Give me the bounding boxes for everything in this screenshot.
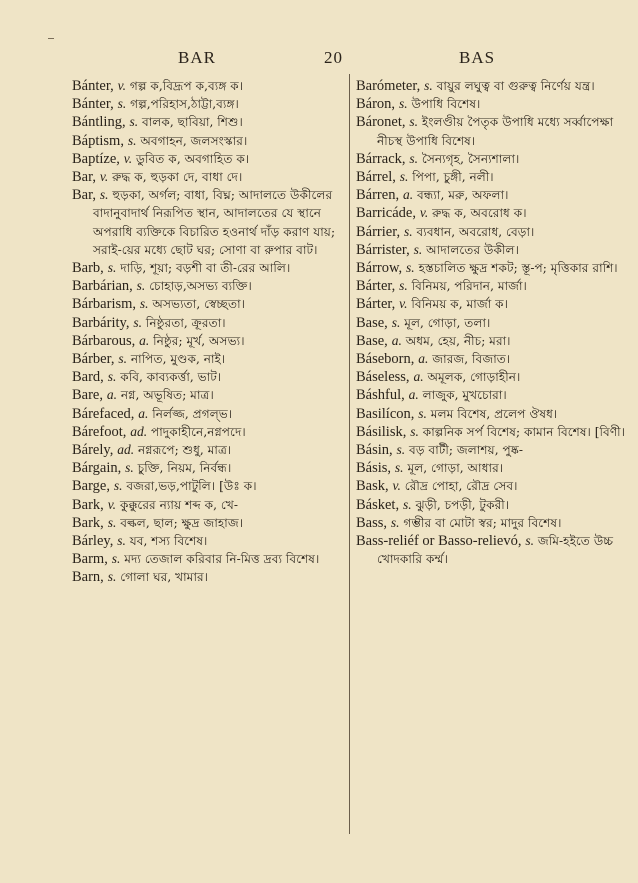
definition: নগ্ন, অভূষিত; মাত্র। <box>120 388 214 403</box>
part-of-speech: a. <box>106 387 117 403</box>
dictionary-entry <box>356 405 638 423</box>
part-of-speech: s. <box>391 314 401 330</box>
dictionary-entry <box>72 168 342 186</box>
definition: ঝুড়ী, চপড়ী, টুকরী। <box>415 497 510 512</box>
headword: Bask, <box>356 478 389 495</box>
dictionary-entry <box>356 477 638 495</box>
headword: Bárrister, <box>356 241 410 258</box>
definition: নাপিত, মুণ্ডক, নাই। <box>130 352 226 367</box>
headword: Bárgain, <box>72 460 122 477</box>
dictionary-entry <box>72 259 342 277</box>
part-of-speech: s. <box>409 114 419 130</box>
headword: Barb, <box>72 260 104 277</box>
part-of-speech: s. <box>107 514 117 530</box>
definition: বজরা,ভড়,পাটুলি। [উঃ ক। <box>126 479 257 494</box>
headword: Básis, <box>356 460 392 477</box>
headword: Básilisk, <box>356 423 407 440</box>
part-of-speech: v. <box>99 169 109 185</box>
definition: কুক্কুরের ন্যায় শব্দ ক, খে- <box>119 497 238 512</box>
right-column <box>356 77 638 568</box>
part-of-speech: s. <box>402 496 412 512</box>
headword: Bárren, <box>356 187 400 204</box>
part-of-speech: s. <box>107 369 117 385</box>
headword: Bárrack, <box>356 150 406 167</box>
part-of-speech: v. <box>117 78 126 93</box>
definition: বন্ধ্যা, মরু, অফলা। <box>416 188 509 203</box>
definition: গল্প,পরিহাস,ঠাট্টা,ব্যঙ্গ। <box>130 97 239 112</box>
part-of-speech: s. <box>107 569 117 585</box>
part-of-speech: a. <box>408 387 419 403</box>
definition: অবগাহন, জলসংস্কার। <box>140 133 248 148</box>
definition: বালক, ছাবিয়া, শিশু। <box>141 115 243 130</box>
definition: উপাধি বিশেষ। <box>411 97 481 112</box>
dictionary-entry <box>72 405 342 423</box>
dictionary-entry <box>72 423 342 441</box>
dictionary-entry <box>72 368 342 386</box>
part-of-speech: s. <box>418 405 427 421</box>
part-of-speech: a. <box>402 187 414 203</box>
headword: Bar, <box>72 169 96 186</box>
definition: বায়ুর লঘুত্ব বা গুরুত্ব নির্ণেয় যন্ত্র। <box>436 79 595 93</box>
part-of-speech: s. <box>390 514 400 530</box>
headword: Bárter, <box>356 296 396 313</box>
part-of-speech: v. <box>123 150 133 166</box>
definition: অধম, হেয়, নীচ; মরা। <box>405 333 511 348</box>
definition: গোলা ঘর, খামার। <box>120 570 209 585</box>
definition: বিনিময় ক, মার্জা ক। <box>411 297 509 312</box>
dictionary-entry <box>356 441 638 459</box>
definition: বল্কল, ছাল; ক্ষুদ্র জাহাজ। <box>120 515 244 530</box>
headword: Basilícon, <box>356 405 415 422</box>
definition: মূল, গোড়া, আধার। <box>407 461 504 476</box>
dictionary-entry <box>356 277 638 295</box>
dictionary-entry <box>356 168 638 186</box>
dictionary-entry <box>72 295 342 313</box>
part-of-speech: v. <box>392 478 401 494</box>
headword: Barbárity, <box>72 314 130 331</box>
dictionary-entry <box>72 314 342 332</box>
dictionary-entry <box>72 550 342 568</box>
page-number: 20 <box>324 48 343 67</box>
part-of-speech: s. <box>424 78 433 93</box>
headword: Barn, <box>72 569 104 586</box>
headword: Bass, <box>356 514 388 531</box>
headword: Baptíze, <box>72 150 120 167</box>
headword: Bar, <box>72 187 96 204</box>
headword: Bánter, <box>72 78 114 94</box>
part-of-speech: s. <box>399 278 408 294</box>
definition: বড় বাটী; জলাশয়, পুষ্ক- <box>409 443 524 458</box>
definition: সৈন্যগৃহ, সৈন্যশালা। <box>421 151 520 166</box>
dictionary-entry <box>356 186 638 204</box>
headword: Bánter, <box>72 96 114 113</box>
dictionary-entry <box>356 314 638 332</box>
headword: Base, <box>356 332 388 349</box>
definition: কাল্পনিক সর্প বিশেষ; কামান বিশেষ। [বিণী। <box>422 424 626 439</box>
dictionary-entry <box>72 77 342 95</box>
dictionary-entry <box>72 441 342 459</box>
dictionary-entry <box>356 350 638 368</box>
definition: পিপা, চুঙ্গী, নলী। <box>412 170 494 185</box>
column-divider <box>349 74 350 834</box>
headword: Bark, <box>72 514 104 531</box>
part-of-speech: a. <box>139 332 150 348</box>
definition: গল্প ক,বিদ্রূপ ক,ব্যঙ্গ ক। <box>129 79 244 93</box>
part-of-speech: s. <box>133 314 142 330</box>
headword: Bárter, <box>356 278 396 295</box>
dictionary-entry <box>356 295 638 313</box>
part-of-speech: s. <box>410 423 419 439</box>
dictionary-entry <box>356 496 638 514</box>
part-of-speech: s. <box>113 478 123 494</box>
part-of-speech: ad. <box>130 423 148 439</box>
headword: Báseborn, <box>356 351 415 368</box>
dictionary-entry <box>72 95 342 113</box>
dictionary-entry <box>72 277 342 295</box>
definition: অসভ্যতা, স্বেচ্ছতা। <box>152 297 246 312</box>
part-of-speech: s. <box>136 278 146 294</box>
headword: Báronet, <box>356 114 406 131</box>
headword: Barm, <box>72 551 108 568</box>
dictionary-entry <box>356 113 638 149</box>
headword: Bárrel, <box>356 169 396 186</box>
headword: Bárrow, <box>356 260 403 277</box>
definition: হস্তচালিত ক্ষুদ্র শকট; স্তূ-প; মৃত্তিকার রাশি। <box>418 261 618 276</box>
dictionary-entry <box>72 568 342 586</box>
part-of-speech: s. <box>409 150 419 166</box>
definition: রৌদ্র পোহা, রৌদ্র সেব। <box>404 479 518 494</box>
definition: অমূলক, গোড়াহীন। <box>427 370 521 385</box>
definition: মদ্য তেজাল করিবার নি-মিত্ত দ্রব্য বিশেষ। <box>124 552 320 567</box>
definition: নিষ্ঠুরতা, ক্রূরতা। <box>145 315 226 330</box>
part-of-speech: s. <box>118 351 128 367</box>
headword: Bárefaced, <box>72 405 135 422</box>
dictionary-entry <box>356 204 638 222</box>
definition: মলম বিশেষ, প্রলেপ ঔষধ। <box>430 406 558 421</box>
headword: Barricáde, <box>356 205 416 222</box>
part-of-speech: v. <box>419 205 429 221</box>
headword: Bark, <box>72 496 104 513</box>
headword: Bárbarism, <box>72 296 137 313</box>
definition: কবি, কাব্যকর্ত্তা, ভাট। <box>120 370 222 385</box>
part-of-speech: a. <box>413 369 424 385</box>
definition: চোহাড়,অসভ্য ব্যক্তি। <box>149 279 252 294</box>
headword: Barómeter, <box>356 78 421 94</box>
part-of-speech: s. <box>399 169 409 185</box>
definition: ইংলণ্ডীয় পৈতৃক উপাধি মধ্যে সর্ব্বাপেক্ষা নীচস্থ উপাধি বিশেষ। <box>377 115 614 148</box>
part-of-speech: ad. <box>117 442 135 458</box>
dictionary-entry <box>356 532 638 568</box>
part-of-speech: s. <box>398 96 408 112</box>
page-mark <box>48 38 54 39</box>
headword: Báshful, <box>356 387 405 404</box>
headword: Bárber, <box>72 351 115 368</box>
definition: ডুবিত ক, অবগাহিত ক। <box>136 151 250 166</box>
dictionary-entry <box>356 386 638 404</box>
definition: জমি-হইতে উচ্চ খোদকারি কর্ম্ম। <box>377 534 614 567</box>
headword: Bare, <box>72 387 103 404</box>
definition: নগ্নরূপে; শুধু, মাত্র। <box>137 443 232 458</box>
dictionary-entry <box>72 113 342 131</box>
dictionary-entry <box>72 150 342 168</box>
header-guide-word-left: BAR <box>178 48 216 67</box>
dictionary-entry <box>72 532 342 550</box>
headword: Barge, <box>72 478 110 495</box>
part-of-speech: s. <box>117 533 126 549</box>
part-of-speech: s. <box>394 460 404 476</box>
headword: Barbárian, <box>72 278 133 295</box>
definition: নিষ্ঠুর; মূর্খ, অসভ্য। <box>153 333 245 348</box>
dictionary-entry <box>356 77 638 95</box>
part-of-speech: a. <box>418 351 429 367</box>
headword: Básin, <box>356 442 393 459</box>
headword: Báptism, <box>72 132 124 149</box>
part-of-speech: v. <box>107 496 117 512</box>
part-of-speech: s. <box>396 442 406 458</box>
dictionary-entry <box>72 459 342 477</box>
definition: চুক্তি, নিয়ম, নির্বন্ধ। <box>137 461 232 476</box>
dictionary-entry <box>356 223 638 241</box>
dictionary-entry <box>72 477 342 495</box>
left-column <box>72 77 342 587</box>
headword: Bárbarous, <box>72 332 136 349</box>
definition: আদালতের উকীল। <box>426 242 519 257</box>
page-header <box>0 48 638 70</box>
headword: Bard, <box>72 369 104 386</box>
part-of-speech: s. <box>111 551 121 567</box>
header-guide-word-right: BAS <box>459 48 496 67</box>
part-of-speech: s. <box>125 460 134 476</box>
part-of-speech: s. <box>403 223 413 239</box>
dictionary-entry <box>356 259 638 277</box>
definition: বিনিময়, পরিদান, মার্জা। <box>411 279 527 294</box>
definition: রুদ্ধ ক, অবরোধ ক। <box>432 206 527 221</box>
dictionary-entry <box>356 241 638 259</box>
headword: Báron, <box>356 96 396 113</box>
dictionary-entry <box>356 423 638 441</box>
part-of-speech: a. <box>391 332 402 348</box>
dictionary-entry <box>356 95 638 113</box>
part-of-speech: s. <box>99 187 109 203</box>
headword: Bárely, <box>72 442 114 459</box>
part-of-speech: a. <box>138 405 149 421</box>
part-of-speech: s. <box>127 132 137 148</box>
headword: Bass-reliéf or Basso-relievó, <box>356 533 522 550</box>
dictionary-entry <box>72 186 342 259</box>
dictionary-entry <box>72 332 342 350</box>
dictionary-entry <box>72 496 342 514</box>
definition: পাদুকাহীনে,নগ্নপদে। <box>150 424 246 439</box>
part-of-speech: s. <box>117 96 127 112</box>
dictionary-entry <box>356 332 638 350</box>
dictionary-entry <box>356 150 638 168</box>
headword: Bárrier, <box>356 223 401 240</box>
definition: যব, শস্য বিশেষ। <box>129 534 208 549</box>
headword: Base, <box>356 314 388 331</box>
part-of-speech: s. <box>413 241 423 257</box>
dictionary-entry <box>356 459 638 477</box>
headword: Bántling, <box>72 114 126 131</box>
headword: Básket, <box>356 496 400 513</box>
definition: গম্ভীর বা মোটা স্বর; মাদুর বিশেষ। <box>403 515 562 530</box>
definition: জারজ, বিজাত। <box>432 352 511 367</box>
part-of-speech: s. <box>406 260 415 276</box>
definition: হুড়কা, অর্গল; বাধা, বিঘ্ন; আদালতে উকীলের বাদানুবাদার্থ নিরূপিত স্থান, আদালতের যে স্থানে অপরাধি ব্যক্তিকে বিচারিত হওনার্থ দাঁড় করাণ যায়; সরাই-য়ের মধ্যে ছোট ঘর; সোণা বা রুপার বাট। <box>93 188 336 257</box>
part-of-speech: v. <box>399 296 408 312</box>
part-of-speech: s. <box>129 114 139 130</box>
dictionary-entry <box>356 514 638 532</box>
definition: লাজুক, মুখচোরা। <box>422 388 507 403</box>
dictionary-entry <box>72 350 342 368</box>
dictionary-entry <box>72 132 342 150</box>
definition: নির্লজ্জ, প্রগল্ভ। <box>152 406 233 421</box>
dictionary-entry <box>72 386 342 404</box>
dictionary-entry <box>72 514 342 532</box>
part-of-speech: s. <box>525 533 535 549</box>
dictionary-entry <box>356 368 638 386</box>
definition: রুদ্ধ ক, হুড়কা দে, বাধা দে। <box>112 170 243 185</box>
part-of-speech: s. <box>139 296 149 312</box>
part-of-speech: s. <box>107 260 117 276</box>
definition: ব্যবধান, অবরোধ, বেড়া। <box>416 224 535 239</box>
definition: মূল, গোড়া, তলা। <box>404 315 491 330</box>
headword: Bárley, <box>72 533 114 550</box>
definition: দাড়ি, শূয়া; বড়শী বা তী-রের আলি। <box>120 261 291 276</box>
headword: Bárefoot, <box>72 423 127 440</box>
headword: Báseless, <box>356 369 410 386</box>
